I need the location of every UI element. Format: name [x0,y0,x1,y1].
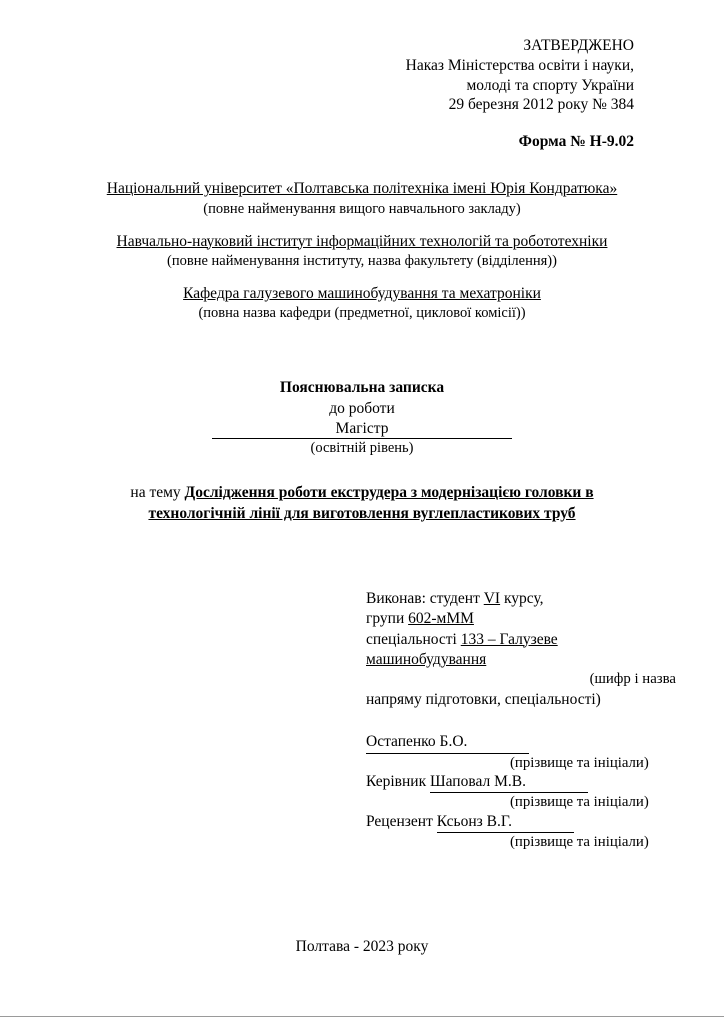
supervisor-note: (прізвище та ініціали) [510,794,649,811]
university-note: (повне найменування вищого навчального закладу) [203,200,521,217]
institute-note: (повне найменування інституту, назва факультету (відділення)) [167,252,557,269]
reviewer-name: Ксьонз В.Г. [437,812,514,833]
supervisor-name: Шаповал М.В. [430,772,528,793]
city-year: Полтава - 2023 року [295,938,429,955]
performed-label: Виконав: студент [366,589,484,607]
author-course-line [366,589,676,609]
institution-block [48,179,676,323]
reviewer-fill-line [514,812,574,833]
theme-line-1: Дослідження роботи екструдера з модернізацією головки в [184,483,594,501]
group-label: групи [366,610,409,628]
institute-group [48,232,676,271]
approval-line-1: ЗАТВЕРДЖЕНО [523,37,634,54]
author-block [366,589,676,711]
supervisor-fill-line [528,772,588,793]
approval-block [48,36,676,115]
department-note: (повна назва кафедри (предметної, циклової комісії)) [198,305,526,322]
theme-prefix: на тему [130,483,185,501]
speciality-value: 133 – Галузеве машинобудування [366,630,558,668]
degree-value: Магістр [212,420,512,439]
student-note: (прізвище та ініціали) [510,754,649,771]
signatures-block [366,732,676,851]
degree-note: (освітній рівень) [310,439,414,456]
document-subtitle: до роботи [329,399,395,417]
author-group-line [366,609,676,629]
course-value: VI [483,589,501,607]
course-suffix: курсу, [500,589,544,607]
approval-line-2: Наказ Міністерства освіти і науки, [405,56,634,74]
supervisor-label: Керівник [366,773,430,791]
institute-name: Навчально-науковий інститут інформаційних технологій та робототехніки [116,232,608,250]
student-fill-line [469,732,529,753]
theme-block [48,483,676,525]
reviewer-note: (прізвище та ініціали) [510,833,649,850]
speciality-label: спеціальності [366,630,461,648]
document-title: Пояснювальна записка [279,378,445,396]
form-number: Форма № Н-9.02 [518,133,634,151]
university-name: Національний університет «Полтавська політехніка імені Юрія Кондратюка» [106,180,618,198]
author-speciality-line [366,630,676,671]
student-name: Остапенко Б.О. [366,732,469,753]
page-bottom-divider [0,1016,724,1017]
group-value: 602-мММ [408,610,474,628]
university-group [48,179,676,218]
approval-line-4: 29 березня 2012 року № 384 [448,96,634,114]
department-group [48,284,676,323]
supervisor-line [366,772,676,793]
direction-note: напряму підготовки, спеціальності) [366,690,601,708]
student-line [366,732,676,753]
theme-line-2: технологічній лінії для виготовлення вуглепластикових труб [148,504,576,522]
approval-line-3: молоді та спорту України [466,76,634,94]
degree-row [48,420,676,439]
reviewer-line [366,812,676,833]
reviewer-label: Рецензент [366,812,437,830]
department-name: Кафедра галузевого машинобудування та мехатроніки [183,284,541,302]
cipher-note: (шифр і назва [589,671,676,688]
